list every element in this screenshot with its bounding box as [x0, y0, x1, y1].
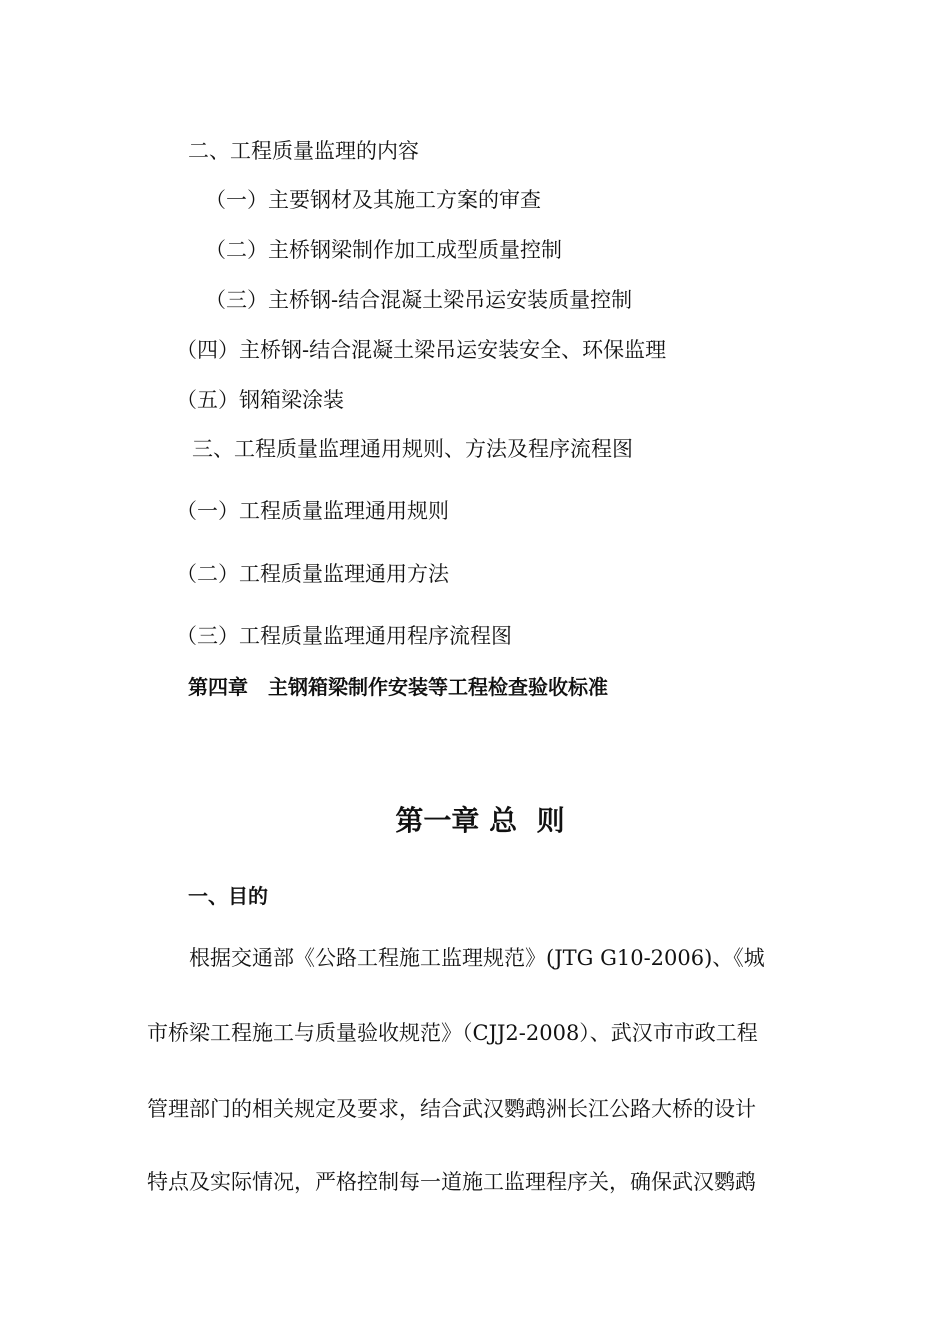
toc-item-section-3: 三、工程质量监理通用规则、方法及程序流程图: [192, 437, 633, 461]
paragraph-line: 市桥梁工程施工与质量验收规范》（CJJ2-2008）、武汉市市政工程: [147, 1021, 758, 1045]
toc-item-3-2: （二）工程质量监理通用方法: [176, 562, 449, 586]
paragraph-line: 管理部门的相关规定及要求，结合武汉鹦鹉洲长江公路大桥的设计: [147, 1097, 756, 1121]
paragraph-line: 根据交通部《公路工程施工监理规范》(JTG G10-2006)、《城: [189, 946, 765, 970]
paragraph-line: 特点及实际情况，严格控制每一道施工监理程序关，确保武汉鹦鹉: [147, 1170, 756, 1194]
toc-item-3-3: （三）工程质量监理通用程序流程图: [176, 624, 512, 648]
toc-item-2-4: （四）主桥钢-结合混凝土梁吊运安装安全、环保监理: [176, 338, 667, 362]
toc-item-2-3: （三）主桥钢-结合混凝土梁吊运安装质量控制: [205, 288, 633, 312]
toc-item-section-2: 二、工程质量监理的内容: [188, 139, 419, 163]
toc-item-2-1: （一）主要钢材及其施工方案的审查: [205, 188, 541, 212]
toc-item-2-5: （五）钢箱梁涂装: [176, 388, 344, 412]
toc-item-chapter-4: 第四章 主钢箱梁制作安装等工程检查验收标准: [188, 675, 608, 699]
section-heading: 一、目的: [188, 884, 268, 908]
chapter-title: 第一章 总 则: [395, 804, 565, 837]
toc-item-2-2: （二）主桥钢梁制作加工成型质量控制: [205, 238, 562, 262]
toc-item-3-1: （一）工程质量监理通用规则: [176, 499, 449, 523]
